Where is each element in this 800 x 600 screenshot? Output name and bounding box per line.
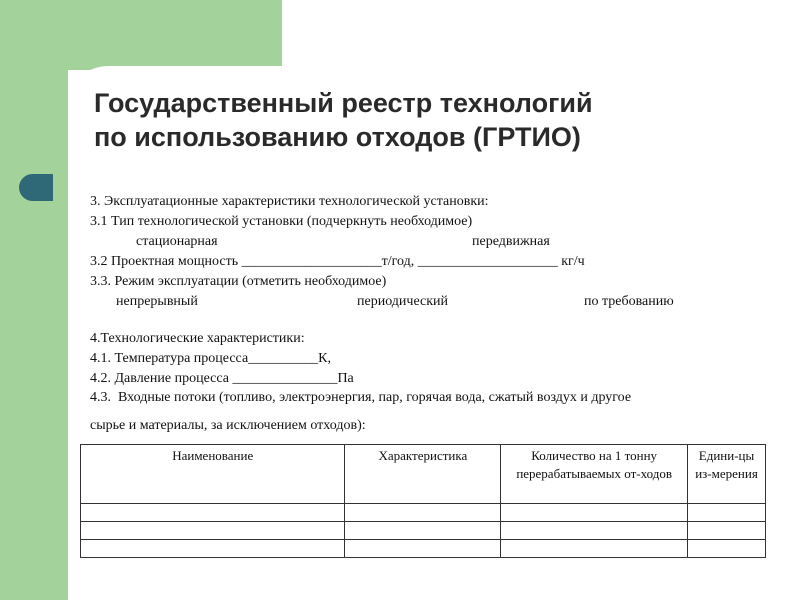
table-row: [81, 522, 766, 540]
item-4-3-line-1: 4.3. Входные потоки (топливо, электроэнергия, пар, горячая вода, сжатый воздух и другое: [90, 390, 632, 405]
table-cell[interactable]: [688, 522, 766, 540]
section-3-heading: 3. Эксплуатационные характеристики технологической установки:: [90, 194, 489, 209]
table-cell[interactable]: [345, 504, 501, 522]
input-flows-table: [80, 444, 766, 558]
slide-bullet-icon: [19, 174, 53, 201]
item-4-2: 4.2. Давление процесса _______________Па: [90, 371, 354, 386]
title-line-1: Государственный реестр технологий: [94, 88, 593, 118]
option-mobile: передвижная: [472, 234, 550, 249]
header-characteristic: Характеристика: [345, 445, 501, 504]
slide-title: [94, 86, 593, 154]
header-units: Едини-цы из-мерения: [688, 445, 766, 504]
header-name: Наименование: [81, 445, 345, 504]
section-4-heading: 4.Технологические характеристики:: [90, 331, 305, 346]
table-cell[interactable]: [688, 540, 766, 558]
table-row: [81, 504, 766, 522]
item-4-1: 4.1. Температура процесса__________К,: [90, 351, 331, 366]
table-cell[interactable]: [81, 522, 345, 540]
title-line-2: по использованию отходов (ГРТИО): [94, 122, 581, 152]
header-quantity-per-ton: Количество на 1 тонну перерабатываемых от-ходов: [501, 445, 688, 504]
table-cell[interactable]: [688, 504, 766, 522]
mode-on-demand: по требованию: [584, 294, 674, 309]
item-3-3: 3.3. Режим эксплуатации (отметить необходимое): [90, 274, 387, 289]
table-row: [81, 540, 766, 558]
table-cell[interactable]: [501, 540, 688, 558]
table-cell[interactable]: [81, 540, 345, 558]
item-3-1: 3.1 Тип технологической установки (подчеркнуть необходимое): [90, 214, 473, 229]
table-cell[interactable]: [345, 522, 501, 540]
table-cell[interactable]: [501, 522, 688, 540]
item-3-2: 3.2 Проектная мощность ____________________т/год, ____________________ кг/ч: [90, 254, 585, 269]
mode-periodic: периодический: [357, 294, 449, 309]
table-cell[interactable]: [81, 504, 345, 522]
table-header-row: [81, 445, 766, 504]
table-cell[interactable]: [501, 504, 688, 522]
top-decor-band: [0, 0, 282, 70]
table-cell[interactable]: [345, 540, 501, 558]
option-stationary: стационарная: [136, 234, 218, 249]
left-decor-strip: [0, 0, 68, 600]
item-4-3-line-2: сырье и материалы, за исключением отходов):: [90, 418, 366, 433]
mode-continuous: непрерывный: [116, 294, 198, 309]
